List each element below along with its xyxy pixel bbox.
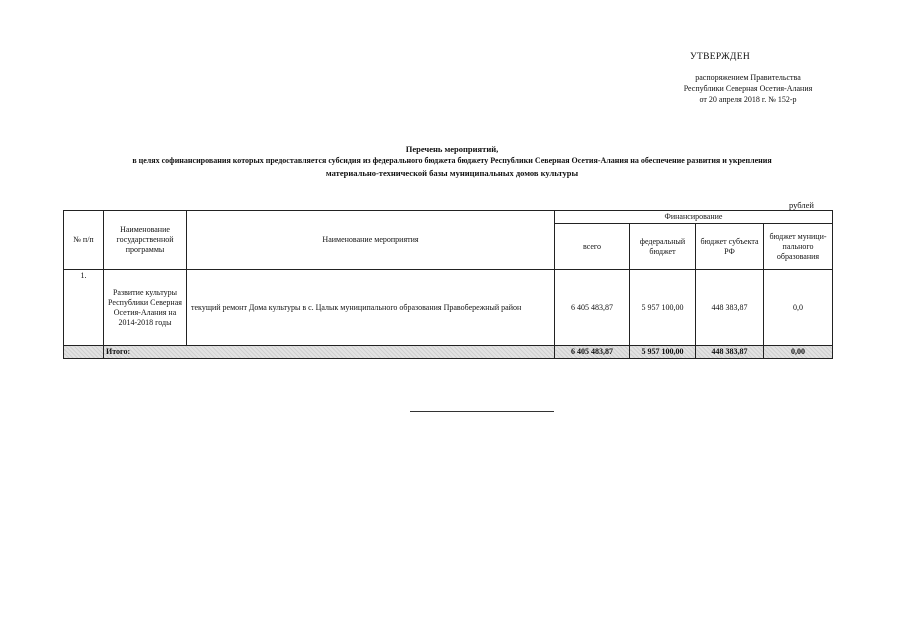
totals-label: Итого: xyxy=(104,346,555,359)
header-activity: Наименование мероприятия xyxy=(187,211,555,270)
totals-empty-cell xyxy=(64,346,104,359)
approval-line-1: распоряжением Правительства xyxy=(695,73,801,82)
document-title: Перечень мероприятий, xyxy=(405,144,499,154)
totals-subject: 448 383,87 xyxy=(696,346,764,359)
header-program: Наименование государственной программы xyxy=(104,211,187,270)
header-federal: федеральный бюджет xyxy=(630,224,696,270)
row-municipal: 0,0 xyxy=(764,270,833,346)
units-label: рублей xyxy=(789,200,814,210)
totals-municipal: 0,00 xyxy=(764,346,833,359)
document-subtitle: в целях софинансирования которых предоставляется субсидия из федерального бюджета бюджету Республики Северная Осетия-Алания на обеспечение развития и укрепления xyxy=(132,156,772,165)
header-municipal: бюджет муници-пального образования xyxy=(764,224,833,270)
row-federal: 5 957 100,00 xyxy=(630,270,696,346)
header-num: № п/п xyxy=(64,211,104,270)
approval-line-3: от 20 апреля 2018 г. № 152-р xyxy=(699,95,797,104)
header-subject: бюджет субъекта РФ xyxy=(696,224,764,270)
table-row xyxy=(64,270,833,346)
totals-federal: 5 957 100,00 xyxy=(630,346,696,359)
header-total: всего xyxy=(555,224,630,270)
row-subject: 448 383,87 xyxy=(696,270,764,346)
totals-row xyxy=(64,346,833,359)
row-program: Развитие культуры Республики Северная Осетия-Алания на 2014-2018 годы xyxy=(104,270,187,346)
row-num: 1. xyxy=(64,270,104,346)
closing-rule xyxy=(410,411,554,412)
totals-total: 6 405 483,87 xyxy=(555,346,630,359)
approval-line-2: Республики Северная Осетия-Алания xyxy=(683,84,813,93)
document-subtitle-2: материально-технической базы муниципальных домов культуры xyxy=(325,168,579,178)
header-financing: Финансирование xyxy=(555,211,833,224)
row-total: 6 405 483,87 xyxy=(555,270,630,346)
approval-heading: УТВЕРЖДЕН xyxy=(690,52,750,62)
row-activity: текущий ремонт Дома культуры в с. Цалык муниципального образования Правобережный район xyxy=(187,270,555,346)
activities-table xyxy=(63,210,833,359)
